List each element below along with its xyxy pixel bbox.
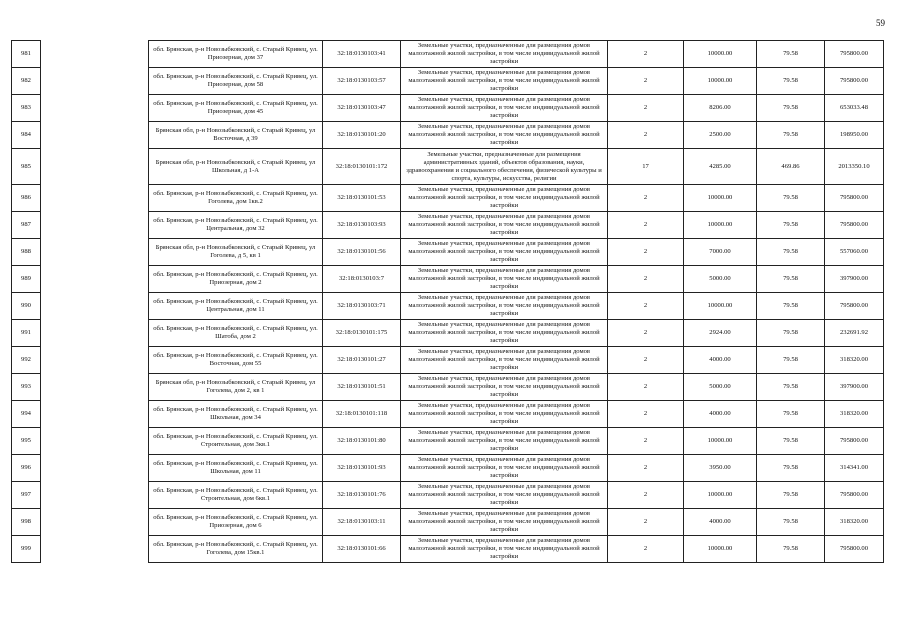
cadastral-number-cell: 32:18:0130101:80 <box>323 428 401 455</box>
spacer-cell <box>41 509 149 536</box>
area-cell: 4285.00 <box>684 149 757 185</box>
spacer-cell <box>41 122 149 149</box>
unit-value-cell: 469.86 <box>757 149 825 185</box>
cadastral-number-cell: 32:18:0130101:20 <box>323 122 401 149</box>
cadastral-value-cell: 318320.00 <box>825 509 884 536</box>
address-cell: обл. Брянская, р-н Новозыбковский, с. Старый Кривец, ул. Шатоба, дом 2 <box>149 320 323 347</box>
spacer-cell <box>41 185 149 212</box>
area-cell: 5000.00 <box>684 374 757 401</box>
cadastral-value-cell: 795800.00 <box>825 536 884 563</box>
address-cell: обл. Брянская, р-н Новозыбковский, с. Старый Кривец, ул. Приозерная, дом 6 <box>149 509 323 536</box>
group-cell: 17 <box>608 149 684 185</box>
row-number-cell: 985 <box>12 149 41 185</box>
cadastral-value-cell: 653033.48 <box>825 95 884 122</box>
row-number-cell: 998 <box>12 509 41 536</box>
cadastral-number-cell: 32:18:0130101:56 <box>323 239 401 266</box>
cadastral-number-cell: 32:18:0130101:118 <box>323 401 401 428</box>
unit-value-cell: 79.58 <box>757 347 825 374</box>
group-cell: 2 <box>608 266 684 293</box>
group-cell: 2 <box>608 455 684 482</box>
table-body <box>12 41 884 563</box>
cadastral-number-cell: 32:18:0130101:53 <box>323 185 401 212</box>
land-use-cell: Земельные участки, предназначенные для размещения домов малоэтажной жилой застройки, в том числе индивидуальной жилой застройки <box>401 374 608 401</box>
land-use-cell: Земельные участки, предназначенные для размещения домов малоэтажной жилой застройки, в том числе индивидуальной жилой застройки <box>401 41 608 68</box>
address-cell: обл. Брянская, р-н Новозыбковский, с. Старый Кривец, ул. Гоголева, дом 1кв.2 <box>149 185 323 212</box>
area-cell: 2924.00 <box>684 320 757 347</box>
land-use-cell: Земельные участки, предназначенные для размещения домов малоэтажной жилой застройки, в том числе индивидуальной жилой застройки <box>401 482 608 509</box>
group-cell: 2 <box>608 374 684 401</box>
area-cell: 10000.00 <box>684 68 757 95</box>
cadastral-value-cell: 795800.00 <box>825 68 884 95</box>
unit-value-cell: 79.58 <box>757 212 825 239</box>
unit-value-cell: 79.58 <box>757 320 825 347</box>
row-number-cell: 996 <box>12 455 41 482</box>
spacer-cell <box>41 482 149 509</box>
table-row <box>12 95 884 122</box>
unit-value-cell: 79.58 <box>757 293 825 320</box>
land-use-cell: Земельные участки, предназначенные для размещения домов малоэтажной жилой застройки, в том числе индивидуальной жилой застройки <box>401 320 608 347</box>
cadastral-number-cell: 32:18:0130101:27 <box>323 347 401 374</box>
row-number-cell: 990 <box>12 293 41 320</box>
spacer-cell <box>41 428 149 455</box>
address-cell: Брянская обл, р-н Новозыбковский, с Старый Кривец, ул Школьная, д 1-А <box>149 149 323 185</box>
land-use-cell: Земельные участки, предназначенные для размещения домов малоэтажной жилой застройки, в том числе индивидуальной жилой застройки <box>401 428 608 455</box>
cadastral-number-cell: 32:18:0130101:175 <box>323 320 401 347</box>
cadastral-value-cell: 795800.00 <box>825 482 884 509</box>
address-cell: Брянская обл, р-н Новозыбковский, с Старый Кривец, ул Гоголева, дом 2, кв 1 <box>149 374 323 401</box>
address-cell: обл. Брянская, р-н Новозыбковский, с. Старый Кривец, ул. Восточная, дом 55 <box>149 347 323 374</box>
cadastral-value-cell: 557060.00 <box>825 239 884 266</box>
cadastral-value-cell: 795800.00 <box>825 212 884 239</box>
group-cell: 2 <box>608 482 684 509</box>
page-number: 59 <box>876 18 885 28</box>
cadastral-number-cell: 32:18:0130103:41 <box>323 41 401 68</box>
land-use-cell: Земельные участки, предназначенные для размещения домов малоэтажной жилой застройки, в том числе индивидуальной жилой застройки <box>401 509 608 536</box>
table-row <box>12 482 884 509</box>
table-row <box>12 266 884 293</box>
row-number-cell: 994 <box>12 401 41 428</box>
spacer-cell <box>41 320 149 347</box>
land-use-cell: Земельные участки, предназначенные для размещения административных зданий, объектов образования, науки, здравоохранения и социального обеспечения, физической культуры и спорта, культуры, искусства, религии <box>401 149 608 185</box>
spacer-cell <box>41 536 149 563</box>
row-number-cell: 984 <box>12 122 41 149</box>
unit-value-cell: 79.58 <box>757 455 825 482</box>
land-use-cell: Земельные участки, предназначенные для размещения домов малоэтажной жилой застройки, в том числе индивидуальной жилой застройки <box>401 401 608 428</box>
address-cell: обл. Брянская, р-н Новозыбковский, с. Старый Кривец, ул. Приозерная, дом 2 <box>149 266 323 293</box>
area-cell: 5000.00 <box>684 266 757 293</box>
group-cell: 2 <box>608 95 684 122</box>
address-cell: обл. Брянская, р-н Новозыбковский, с. Старый Кривец, ул. Приозерная, дом 45 <box>149 95 323 122</box>
group-cell: 2 <box>608 509 684 536</box>
spacer-cell <box>41 68 149 95</box>
spacer-cell <box>41 401 149 428</box>
row-number-cell: 987 <box>12 212 41 239</box>
spacer-cell <box>41 212 149 239</box>
row-number-cell: 995 <box>12 428 41 455</box>
land-use-cell: Земельные участки, предназначенные для размещения домов малоэтажной жилой застройки, в том числе индивидуальной жилой застройки <box>401 185 608 212</box>
land-use-cell: Земельные участки, предназначенные для размещения домов малоэтажной жилой застройки, в том числе индивидуальной жилой застройки <box>401 347 608 374</box>
spacer-cell <box>41 149 149 185</box>
cadastral-number-cell: 32:18:0130101:51 <box>323 374 401 401</box>
spacer-cell <box>41 347 149 374</box>
area-cell: 10000.00 <box>684 536 757 563</box>
land-use-cell: Земельные участки, предназначенные для размещения домов малоэтажной жилой застройки, в том числе индивидуальной жилой застройки <box>401 536 608 563</box>
unit-value-cell: 79.58 <box>757 185 825 212</box>
row-number-cell: 982 <box>12 68 41 95</box>
table-row <box>12 185 884 212</box>
address-cell: Брянская обл, р-н Новозыбковский, с Старый Кривец, ул Восточная, д 39 <box>149 122 323 149</box>
row-number-cell: 999 <box>12 536 41 563</box>
row-number-cell: 983 <box>12 95 41 122</box>
unit-value-cell: 79.58 <box>757 536 825 563</box>
land-use-cell: Земельные участки, предназначенные для размещения домов малоэтажной жилой застройки, в том числе индивидуальной жилой застройки <box>401 95 608 122</box>
area-cell: 4000.00 <box>684 401 757 428</box>
group-cell: 2 <box>608 212 684 239</box>
group-cell: 2 <box>608 428 684 455</box>
spacer-cell <box>41 239 149 266</box>
group-cell: 2 <box>608 185 684 212</box>
area-cell: 10000.00 <box>684 212 757 239</box>
unit-value-cell: 79.58 <box>757 482 825 509</box>
address-cell: обл. Брянская, р-н Новозыбковский, с. Старый Кривец, ул. Школьная, дом 34 <box>149 401 323 428</box>
address-cell: обл. Брянская, р-н Новозыбковский, с. Старый Кривец, ул. Строительная, дом 6кв.1 <box>149 482 323 509</box>
table-row <box>12 509 884 536</box>
group-cell: 2 <box>608 68 684 95</box>
table-row <box>12 122 884 149</box>
land-use-cell: Земельные участки, предназначенные для размещения домов малоэтажной жилой застройки, в том числе индивидуальной жилой застройки <box>401 122 608 149</box>
area-cell: 4000.00 <box>684 509 757 536</box>
group-cell: 2 <box>608 401 684 428</box>
area-cell: 7000.00 <box>684 239 757 266</box>
area-cell: 4000.00 <box>684 347 757 374</box>
spacer-cell <box>41 455 149 482</box>
address-cell: обл. Брянская, р-н Новозыбковский, с. Старый Кривец, ул. Гоголева, дом 15кв.1 <box>149 536 323 563</box>
unit-value-cell: 79.58 <box>757 374 825 401</box>
group-cell: 2 <box>608 239 684 266</box>
spacer-cell <box>41 41 149 68</box>
table-row <box>12 320 884 347</box>
unit-value-cell: 79.58 <box>757 41 825 68</box>
table-row <box>12 68 884 95</box>
cadastral-value-cell: 397900.00 <box>825 266 884 293</box>
table-row <box>12 239 884 266</box>
land-use-cell: Земельные участки, предназначенные для размещения домов малоэтажной жилой застройки, в том числе индивидуальной жилой застройки <box>401 293 608 320</box>
row-number-cell: 991 <box>12 320 41 347</box>
area-cell: 10000.00 <box>684 293 757 320</box>
area-cell: 10000.00 <box>684 185 757 212</box>
cadastral-number-cell: 32:18:0130101:172 <box>323 149 401 185</box>
table-row <box>12 401 884 428</box>
table-row <box>12 347 884 374</box>
area-cell: 10000.00 <box>684 41 757 68</box>
cadastral-number-cell: 32:18:0130103:11 <box>323 509 401 536</box>
unit-value-cell: 79.58 <box>757 122 825 149</box>
table-row <box>12 455 884 482</box>
table-row <box>12 374 884 401</box>
land-use-cell: Земельные участки, предназначенные для размещения домов малоэтажной жилой застройки, в том числе индивидуальной жилой застройки <box>401 455 608 482</box>
address-cell: обл. Брянская, р-н Новозыбковский, с. Старый Кривец, ул. Приозерная, дом 37 <box>149 41 323 68</box>
unit-value-cell: 79.58 <box>757 266 825 293</box>
table-row <box>12 293 884 320</box>
unit-value-cell: 79.58 <box>757 509 825 536</box>
group-cell: 2 <box>608 41 684 68</box>
land-use-cell: Земельные участки, предназначенные для размещения домов малоэтажной жилой застройки, в том числе индивидуальной жилой застройки <box>401 212 608 239</box>
cadastral-value-cell: 318320.00 <box>825 347 884 374</box>
address-cell: обл. Брянская, р-н Новозыбковский, с. Старый Кривец, ул. Центральная, дом 11 <box>149 293 323 320</box>
cadastral-value-cell: 314341.00 <box>825 455 884 482</box>
area-cell: 3950.00 <box>684 455 757 482</box>
unit-value-cell: 79.58 <box>757 239 825 266</box>
cadastral-number-cell: 32:18:0130101:66 <box>323 536 401 563</box>
group-cell: 2 <box>608 293 684 320</box>
unit-value-cell: 79.58 <box>757 68 825 95</box>
table-row <box>12 41 884 68</box>
address-cell: обл. Брянская, р-н Новозыбковский, с. Старый Кривец, ул. Школьная, дом 11 <box>149 455 323 482</box>
cadastral-value-cell: 232691.92 <box>825 320 884 347</box>
cadastral-value-cell: 198950.00 <box>825 122 884 149</box>
cadastral-number-cell: 32:18:0130101:93 <box>323 455 401 482</box>
spacer-cell <box>41 95 149 122</box>
group-cell: 2 <box>608 536 684 563</box>
table-row <box>12 212 884 239</box>
cadastral-number-cell: 32:18:0130103:93 <box>323 212 401 239</box>
cadastral-number-cell: 32:18:0130103:71 <box>323 293 401 320</box>
cadastral-number-cell: 32:18:0130103:57 <box>323 68 401 95</box>
row-number-cell: 993 <box>12 374 41 401</box>
row-number-cell: 981 <box>12 41 41 68</box>
spacer-cell <box>41 266 149 293</box>
row-number-cell: 989 <box>12 266 41 293</box>
group-cell: 2 <box>608 320 684 347</box>
row-number-cell: 988 <box>12 239 41 266</box>
table-row <box>12 428 884 455</box>
land-use-cell: Земельные участки, предназначенные для размещения домов малоэтажной жилой застройки, в том числе индивидуальной жилой застройки <box>401 239 608 266</box>
address-cell: обл. Брянская, р-н Новозыбковский, с. Старый Кривец, ул. Центральная, дом 32 <box>149 212 323 239</box>
land-use-cell: Земельные участки, предназначенные для размещения домов малоэтажной жилой застройки, в том числе индивидуальной жилой застройки <box>401 68 608 95</box>
cadastral-value-cell: 795800.00 <box>825 428 884 455</box>
row-number-cell: 986 <box>12 185 41 212</box>
group-cell: 2 <box>608 347 684 374</box>
spacer-cell <box>41 374 149 401</box>
cadastral-value-cell: 2013350.10 <box>825 149 884 185</box>
row-number-cell: 992 <box>12 347 41 374</box>
cadastral-value-cell: 397900.00 <box>825 374 884 401</box>
cadastral-value-cell: 318320.00 <box>825 401 884 428</box>
unit-value-cell: 79.58 <box>757 428 825 455</box>
cadastral-value-cell: 795800.00 <box>825 293 884 320</box>
area-cell: 2500.00 <box>684 122 757 149</box>
table-row <box>12 536 884 563</box>
row-number-cell: 997 <box>12 482 41 509</box>
land-use-cell: Земельные участки, предназначенные для размещения домов малоэтажной жилой застройки, в том числе индивидуальной жилой застройки <box>401 266 608 293</box>
cadastral-value-table <box>11 40 884 563</box>
cadastral-value-cell: 795800.00 <box>825 185 884 212</box>
cadastral-number-cell: 32:18:0130103:47 <box>323 95 401 122</box>
table-row <box>12 149 884 185</box>
address-cell: обл. Брянская, р-н Новозыбковский, с. Старый Кривец, ул. Строительная, дом 3кв.1 <box>149 428 323 455</box>
cadastral-number-cell: 32:18:0130103:7 <box>323 266 401 293</box>
address-cell: Брянская обл, р-н Новозыбковский, с Старый Кривец, ул Гоголева, д 5, кв 1 <box>149 239 323 266</box>
area-cell: 10000.00 <box>684 482 757 509</box>
cadastral-number-cell: 32:18:0130101:76 <box>323 482 401 509</box>
group-cell: 2 <box>608 122 684 149</box>
unit-value-cell: 79.58 <box>757 401 825 428</box>
area-cell: 8206.00 <box>684 95 757 122</box>
cadastral-value-cell: 795800.00 <box>825 41 884 68</box>
address-cell: обл. Брянская, р-н Новозыбковский, с. Старый Кривец, ул. Приозерная, дом 58 <box>149 68 323 95</box>
area-cell: 10000.00 <box>684 428 757 455</box>
spacer-cell <box>41 293 149 320</box>
unit-value-cell: 79.58 <box>757 95 825 122</box>
